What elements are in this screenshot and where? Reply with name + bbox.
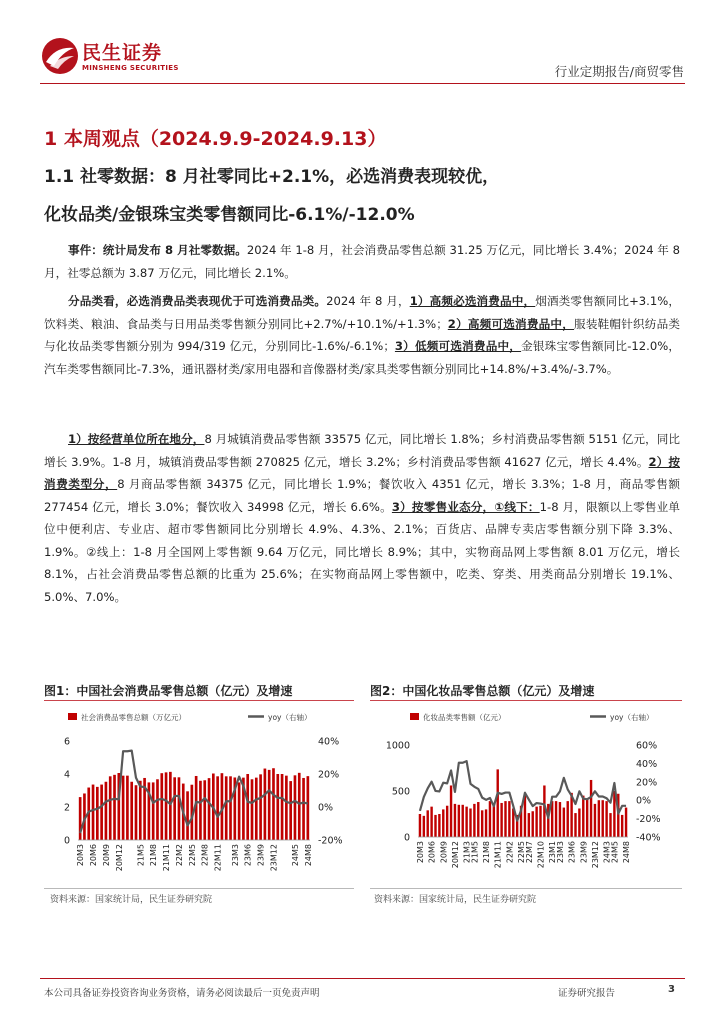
chart2-bar: [524, 796, 526, 837]
chart2-bar: [594, 804, 596, 837]
paragraph-category-text-3: 服装鞋帽针织纺品类与化妆品类零售额分别为 994/319 亿元，分别同比-1.6%/-6.1%；: [44, 316, 680, 353]
chart2-xtick-label: 24M5: [610, 841, 620, 864]
report-type: 行业定期报告/商贸零售: [554, 64, 684, 79]
chart2-bar: [602, 800, 604, 837]
figure1-chart: [44, 705, 354, 885]
chart2-bar: [430, 807, 432, 837]
chart2-xtick-label: 20M3: [415, 841, 425, 864]
chart1-bar: [255, 778, 258, 840]
chart2-bar: [465, 807, 467, 837]
chart2-bar: [434, 815, 436, 837]
chart1-legend-bar-swatch: [68, 713, 77, 720]
chart2-bar: [450, 785, 452, 837]
chart2-bar: [590, 780, 592, 837]
chart1-bar: [79, 797, 82, 840]
figure1-bottom-rule: [44, 888, 354, 889]
chart1-ytick-left: 0: [63, 835, 70, 847]
chart1-xtick-label: 20M6: [89, 844, 99, 867]
section-heading: 1 本周观点（2024.9.9-2024.9.13）: [44, 128, 387, 150]
chart2-ytick-left: 0: [403, 832, 410, 844]
chart1-bar: [126, 776, 129, 840]
chart2-bar: [559, 802, 561, 837]
chart1-xtick-label: 22M11: [213, 844, 223, 872]
chart1-bar: [139, 781, 142, 840]
figure2-chart: [370, 705, 682, 885]
chart1-bar: [160, 773, 163, 840]
chart2-xtick-label: 21M11: [493, 841, 503, 869]
chart2-bar: [469, 808, 471, 837]
chart1-xtick-label: 21M8: [149, 844, 159, 867]
chart1-bar: [165, 772, 168, 840]
paragraph-breakdown-text-1: 8 月城镇消费品零售额 33575 亿元，同比增长 1.8%；乡村消费品零售额 5151 亿元，同比增长 3.9%。1-8 月，城镇消费品零售额 270825 亿元，增长 3.2%；乡村消费品零售额 41627 亿元，增长 4.4%。: [44, 432, 680, 469]
highlight-high-freq-essential: 1）高频必选消费品中，: [409, 294, 536, 308]
company-logo: [40, 36, 200, 80]
chart1-bar: [246, 774, 249, 840]
chart2-legend-bar-swatch: [410, 713, 419, 720]
chart1-bar: [109, 776, 112, 840]
chart2-bar: [555, 801, 557, 837]
minsheng-logo-icon: [40, 36, 80, 76]
chart2-xtick-label: 22M2: [505, 841, 515, 864]
logo-text-cn: 民生证券: [82, 42, 163, 64]
chart2-bar: [442, 809, 444, 837]
chart2-bar: [504, 801, 506, 837]
chart2-ytick-right: -40%: [636, 832, 661, 844]
chart1-bar: [135, 785, 138, 840]
chart2-bar: [458, 805, 460, 837]
chart2-bar: [481, 810, 483, 837]
chart2-legend-bar-label: 化妆品类零售额（亿元）: [423, 713, 506, 722]
chart1-bar: [178, 777, 181, 840]
chart2-bar: [462, 805, 464, 837]
figure2-title-rule: [370, 700, 682, 701]
chart2-bar: [586, 799, 588, 837]
chart1-ytick-right: -20%: [318, 835, 343, 847]
chart2-bar: [625, 808, 627, 837]
chart2-bar: [535, 807, 537, 837]
chart1-legend-line-label: yoy（右轴）: [268, 713, 312, 722]
chart2-xtick-label: 23M6: [567, 841, 577, 864]
chart1-ytick-left: 2: [63, 802, 70, 814]
paragraph-category-text-4: 金银珠宝零售额同比-12.0%，汽车类零售额同比-7.3%，通讯器材类/家用电器和音像器材类/家具类零售额分别同比+14.8%/+3.4%/-3.7%。: [44, 339, 681, 376]
chart2-xtick-label: 22M5: [517, 841, 527, 864]
paragraph-category-text-1: 2024 年 8 月，: [326, 294, 410, 308]
chart2-bar: [574, 813, 576, 837]
chart2-ytick-left: 1000: [385, 740, 410, 752]
chart2-bar: [438, 814, 440, 837]
footer-divider: [40, 978, 685, 979]
chart2-bar: [485, 809, 487, 837]
subsection-heading-line1: 1.1 社零数据：8 月社零同比+2.1%，必选消费表现较优，: [44, 167, 500, 187]
chart1-xtick-label: 21M11: [162, 844, 172, 872]
chart2-bar: [454, 804, 456, 837]
chart2-ytick-right: 20%: [636, 777, 658, 789]
chart2-legend-line-label: yoy（右轴）: [610, 713, 654, 722]
chart1-bar: [156, 779, 159, 840]
chart1-bar: [225, 776, 228, 840]
figure1-title: 图1：中国社会消费品零售总额（亿元）及增速: [44, 684, 293, 698]
chart2-xtick-label: 23M1: [548, 841, 558, 864]
figure2-title: 图2：中国化妆品零售总额（亿元）及增速: [370, 684, 595, 698]
paragraph-event-lead: 事件：统计局发布 8 月社零数据。: [68, 243, 247, 257]
chart2-ytick-right: 60%: [636, 740, 658, 752]
chart1-bar: [152, 782, 155, 840]
chart2-xtick-label: 20M6: [427, 841, 437, 864]
highlight-low-freq-optional: 3）低频可选消费品中，: [394, 339, 522, 353]
chart2-bar: [473, 804, 475, 837]
chart1-bar: [229, 776, 232, 840]
paragraph-category-text-2: 烟酒类零售额同比+3.1%，饮料类、粮油、食品类与日用品类零售额分别同比+2.7%/+10.1%/+1.3%；: [44, 294, 680, 331]
subsection-heading-line2: 化妆品类/金银珠宝类零售额同比-6.1%/-12.0%: [44, 205, 415, 225]
chart1-xtick-label: 20M3: [76, 844, 86, 867]
footer-label: 证券研究报告: [558, 988, 616, 999]
highlight-by-type: 2）按消费类型分，: [44, 454, 680, 491]
chart1-bar: [307, 776, 310, 840]
chart2-bar: [489, 801, 491, 837]
chart1-bar: [216, 776, 219, 840]
chart1-xtick-label: 20M12: [114, 844, 124, 872]
chart1-xtick-label: 23M9: [256, 844, 266, 867]
chart1-bar: [169, 772, 172, 840]
chart1-bar: [302, 778, 305, 840]
chart2-ytick-right: 0%: [636, 795, 652, 807]
page-header: [0, 0, 724, 90]
chart1-xtick-label: 23M12: [269, 844, 279, 872]
chart2-xtick-label: 24M3: [602, 841, 612, 864]
chart1-bar: [92, 785, 95, 840]
chart1-bar: [251, 779, 254, 840]
chart2-xtick-label: 23M3: [555, 841, 565, 864]
chart1-xtick-label: 23M3: [230, 844, 240, 867]
paragraph-event: [44, 239, 680, 284]
paragraph-breakdown-text-3: 1-8 月，限额以上零售业单位中便利店、专业店、超市零售额同比分别增长 4.9%、4.3%、2.1%；百货店、品牌专卖店零售额分别下降 3.3%、1.9%。②线上：1-8 月全国网上零售额 9.64 万亿元，同比增长 8.9%；其中，实物商品网上零售额 8.01 万亿元，增长 8.1%，占社会消费品零售总额的比重为 25.6%；在实物商品网上零售额中，吃类、穿类、用类商品分别增长 19.1%、5.0%、7.0%。: [44, 499, 681, 604]
chart2-bar: [582, 796, 584, 837]
chart1-bar: [264, 769, 267, 840]
chart2-bar: [532, 811, 534, 837]
chart1-bar: [281, 774, 284, 840]
chart2-bar: [578, 808, 580, 837]
logo-text-en: MINSHENG SECURITIES: [82, 64, 179, 72]
header-divider: [40, 83, 685, 84]
chart1-ytick-left: 6: [63, 736, 70, 748]
chart2-xtick-label: 23M12: [590, 841, 600, 869]
chart2-bar: [528, 813, 530, 837]
chart1-xtick-label: 22M8: [200, 844, 210, 867]
chart1-bar: [272, 768, 275, 840]
chart2-bar: [605, 801, 607, 837]
chart2-bar: [427, 810, 429, 837]
chart1-bar: [113, 775, 116, 840]
paragraph-breakdown: [44, 428, 680, 608]
paragraph-breakdown-text-2: 8 月商品零售额 34375 亿元，同比增长 1.9%；餐饮收入 4351 亿元，增长 3.3%；1-8 月，商品零售额 277454 亿元，增长 3.0%；餐饮收入 34998 亿元，增长 6.6%。: [44, 477, 680, 514]
chart2-bar: [539, 806, 541, 837]
chart2-xtick-label: 20M9: [439, 841, 449, 864]
highlight-high-freq-optional: 2）高频可选消费品中，: [447, 316, 575, 331]
chart1-bar: [203, 780, 206, 840]
chart1-bar: [294, 775, 297, 840]
chart2-xtick-label: 23M9: [579, 841, 589, 864]
chart1-bar: [173, 777, 176, 840]
chart1-xtick-label: 21M5: [136, 844, 146, 867]
chart1-legend-bar-label: 社会消费品零售总额（万亿元）: [81, 713, 186, 722]
chart2-bar: [497, 769, 499, 837]
chart2-xtick-label: 24M8: [622, 841, 632, 864]
chart2-bar: [500, 803, 502, 837]
chart1-ytick-right: 20%: [318, 769, 340, 781]
chart2-xtick-label: 21M3: [462, 841, 472, 864]
chart1-ytick-right: 40%: [318, 736, 340, 748]
chart1-xtick-label: 24M5: [290, 844, 300, 867]
chart1-xtick-label: 24M8: [303, 844, 313, 867]
chart2-bar: [563, 808, 565, 837]
chart1-bar: [96, 787, 99, 840]
chart2-bar: [423, 816, 425, 837]
chart1-bar: [268, 770, 271, 840]
chart1-xtick-label: 23M6: [243, 844, 253, 867]
highlight-by-location: 1）按经营单位所在地分，: [68, 432, 205, 446]
chart2-bar: [419, 814, 421, 837]
chart1-bar: [276, 774, 279, 840]
paragraph-event-text: 2024 年 1-8 月，社会消费品零售总额 31.25 万亿元，同比增长 3.4%；2024 年 8 月，社零总额为 3.87 万亿元，同比增长 2.1%。: [44, 243, 681, 280]
chart2-ytick-right: 40%: [636, 758, 658, 770]
page-number: 3: [668, 984, 675, 995]
chart1-bar: [186, 791, 189, 840]
chart2-xtick-label: 21M5: [470, 841, 480, 864]
chart1-bar: [199, 781, 202, 840]
paragraph-category: [44, 290, 680, 380]
chart1-xtick-label: 22M5: [187, 844, 197, 867]
chart2-ytick-right: -20%: [636, 814, 661, 826]
chart1-ytick-left: 4: [63, 769, 70, 781]
chart1-bar: [289, 781, 292, 840]
chart1-bar: [130, 782, 133, 840]
chart2-bar: [508, 801, 510, 837]
chart1-bar: [259, 774, 262, 840]
chart2-xtick-label: 21M8: [482, 841, 492, 864]
chart2-bar: [598, 800, 600, 837]
highlight-by-format: 3）按零售业态分，①线下：: [391, 499, 540, 514]
chart1-bar: [100, 785, 103, 840]
chart2-xtick-label: 22M7: [524, 841, 534, 864]
figure2-source: 资料来源：国家统计局，民生证券研究院: [374, 895, 537, 905]
chart2-bar: [621, 815, 623, 837]
chart2-bar: [567, 801, 569, 837]
chart2-bar: [493, 806, 495, 837]
figure2-bottom-rule: [370, 888, 682, 889]
chart1-bar: [298, 773, 301, 840]
chart2-xtick-label: 20M12: [450, 841, 460, 869]
chart1-xtick-label: 22M2: [174, 844, 184, 867]
chart2-bar: [446, 806, 448, 837]
chart1-xtick-label: 20M9: [101, 844, 111, 867]
chart2-bar: [477, 802, 479, 837]
chart1-bar: [208, 778, 211, 840]
chart1-bar: [285, 776, 288, 840]
chart2-bar: [609, 813, 611, 837]
chart1-ytick-right: 0%: [318, 802, 334, 814]
chart1-bar: [238, 782, 241, 840]
figure1-title-rule: [44, 700, 354, 701]
footer-disclaimer: 本公司具备证券投资咨询业务资格，请务必阅读最后一页免责声明: [44, 988, 320, 999]
paragraph-category-lead: 分品类看，必选消费品类表现优于可选消费品类。: [68, 294, 327, 308]
chart2-ytick-left: 500: [391, 786, 410, 798]
figure1-source: 资料来源：国家统计局，民生证券研究院: [50, 895, 213, 905]
chart1-bar: [122, 776, 125, 840]
chart2-xtick-label: 22M10: [536, 841, 546, 869]
chart1-bar: [105, 782, 108, 840]
